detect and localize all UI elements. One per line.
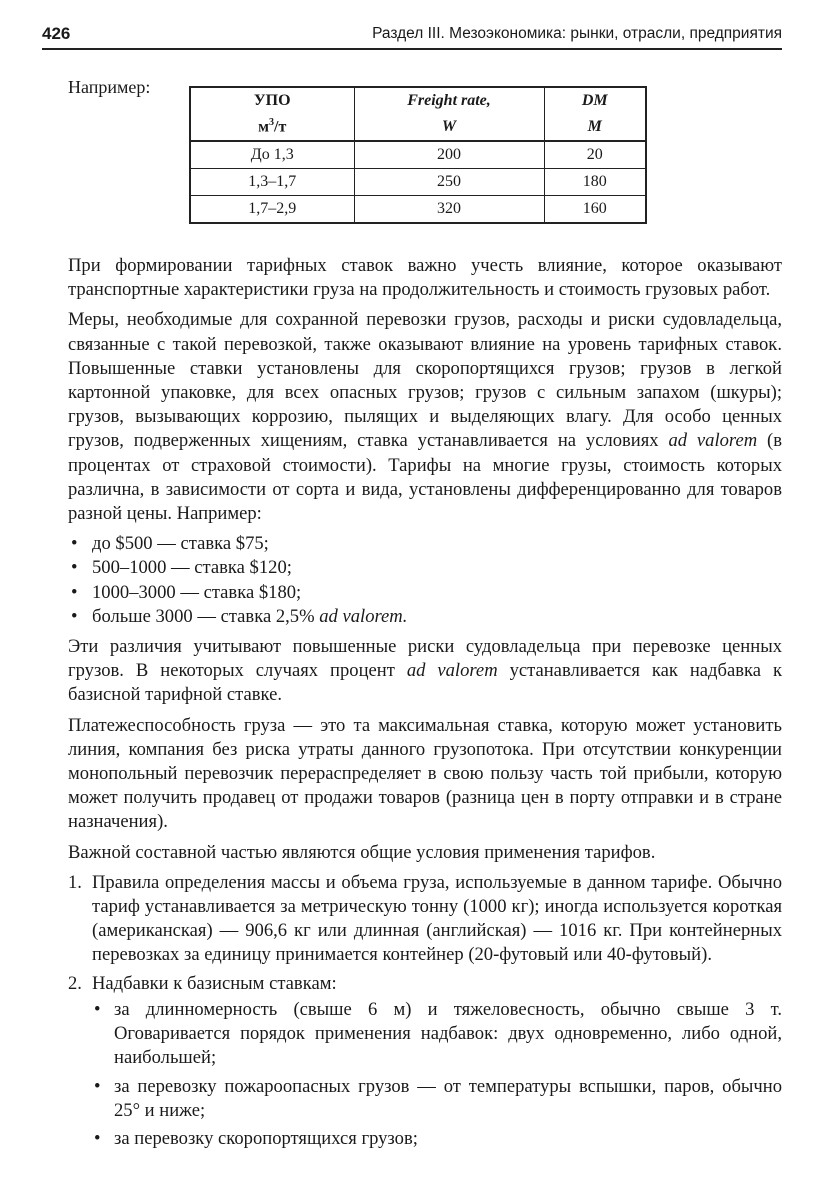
table-cell: До 1,3 [190, 141, 354, 169]
table-cell: 200 [354, 141, 544, 169]
table-header-row-units [190, 114, 646, 141]
surcharge-bullet-list [92, 998, 782, 1151]
table-header-row [190, 87, 646, 114]
list-item: • до $500 — ставка $75; [68, 532, 782, 556]
table-cell: 1,7–2,9 [190, 196, 354, 224]
table-cell: 20 [544, 141, 646, 169]
table-cell: 1,3–1,7 [190, 169, 354, 196]
header-upo-unit: $м^3/т$ [190, 114, 354, 141]
table-row [190, 169, 646, 196]
ad-valorem-term: ad valorem [406, 660, 498, 682]
paragraph: Важной составной частью являются общие условия применения тарифов. [68, 841, 656, 863]
header-freight-unit: W [354, 114, 544, 141]
list-item: • за перевозку пожароопасных грузов — от температуры вспышки, паров, обычно 25° и ниже; [92, 1075, 782, 1123]
list-item: • за перевозку скоропортящихся грузов; [92, 1127, 782, 1151]
ad-valorem-term: ad valorem [668, 430, 758, 452]
table-row [190, 196, 646, 224]
paragraph: Эти различия учитывают повышенные риски судовладельца при перевозке ценных грузов. В некоторых случаях процент ad valorem устанавливается как надбавка к базисной тарифной ставке. [68, 636, 782, 706]
page-number: 426 [42, 24, 71, 43]
paragraph: Меры, необходимые для сохранной перевозки грузов, расходы и риски судовладельца, связанные с такой перевозкой, также оказывают влияние на уровень тарифных ставок. Повышенные ставки установлены для скоропортящихся грузов; грузов в легкой картонной упаковке, для всех опасных грузов; грузов с сильным запахом (шкуры); грузов, вызывающих коррозию, пылящих и выделяющих влагу. Для особо ценных грузов, подверженных хищениям, ставка устанавливается на условиях ad valorem (в процентах от страховой стоимости). Тарифы на многие грузы, стоимость которых различна, в зависимости от сорта и вида, установлены дифференцированно для товаров разной цены. Например: [68, 309, 783, 525]
example-label: Например: [68, 77, 151, 97]
header-dm: DM [544, 87, 646, 114]
freight-rate-table [189, 86, 647, 224]
table-cell: 320 [354, 196, 544, 224]
table-cell: 250 [354, 169, 544, 196]
section-title: Раздел III. Мезоэкономика: рынки, отрасли, предприятия [372, 25, 782, 42]
paragraph: Платежеспособность груза — это та максимальная ставка, которую может установить линия, компания без риска утраты данного грузопотока. При отсутствии конкуренции монопольный перевозчик перераспределяет в свою пользу часть той прибыли, которую может получить продавец от продажи товаров (разница цен в порту отправки и в стране назначения). [68, 714, 782, 833]
table-cell: 180 [544, 169, 646, 196]
list-item: • 1000–3000 — ставка $180; [68, 581, 782, 605]
body-text [68, 254, 782, 1155]
list-item: • 500–1000 — ставка $120; [68, 556, 782, 580]
ad-valorem-term: ad valorem. [319, 605, 408, 627]
header-dm-unit: M [544, 114, 646, 141]
table-row [190, 141, 646, 169]
list-item: • за длинномерность (свыше 6 м) и тяжеловесность, обычно свыше 3 т. Оговаривается порядок применения надбавок: двух одновременно, либо одной, наибольшей; [92, 998, 782, 1071]
price-bullet-list [68, 532, 782, 629]
list-item: • больше 3000 — ставка 2,5% ad valorem. [68, 605, 782, 629]
page-header [42, 22, 782, 50]
table-cell: 160 [544, 196, 646, 224]
numbered-list [68, 871, 782, 1151]
header-upo: УПО [190, 87, 354, 114]
paragraph: При формировании тарифных ставок важно учесть влияние, которое оказывают транспортные характеристики груза на продолжительность и стоимость грузовых работ. [68, 255, 782, 301]
list-item: 2. Надбавки к базисным ставкам: • за длинномерность (свыше 6 м) и тяжеловесность, обычно свыше 3 т. Оговаривается порядок применения надбавок: двух одновременно, либо одной, наибольшей; • за перевозку пожароопасных грузов — от температуры вспышки, паров, обычно 25° и ниже; • за перевозку скоропортящихся грузов; [68, 972, 782, 1151]
header-freight-rate: Freight rate, [354, 87, 544, 114]
list-item: 1. Правила определения массы и объема груза, используемые в данном тарифе. Обычно тариф устанавливается за метрическую тонну (1000 кг); иногда используется короткая (американская) — 906,6 кг или длинная (английская) — 1016 кг. При контейнерных перевозках за единицу принимается контейнер (20-футовый или 40-футовый). [68, 871, 782, 966]
